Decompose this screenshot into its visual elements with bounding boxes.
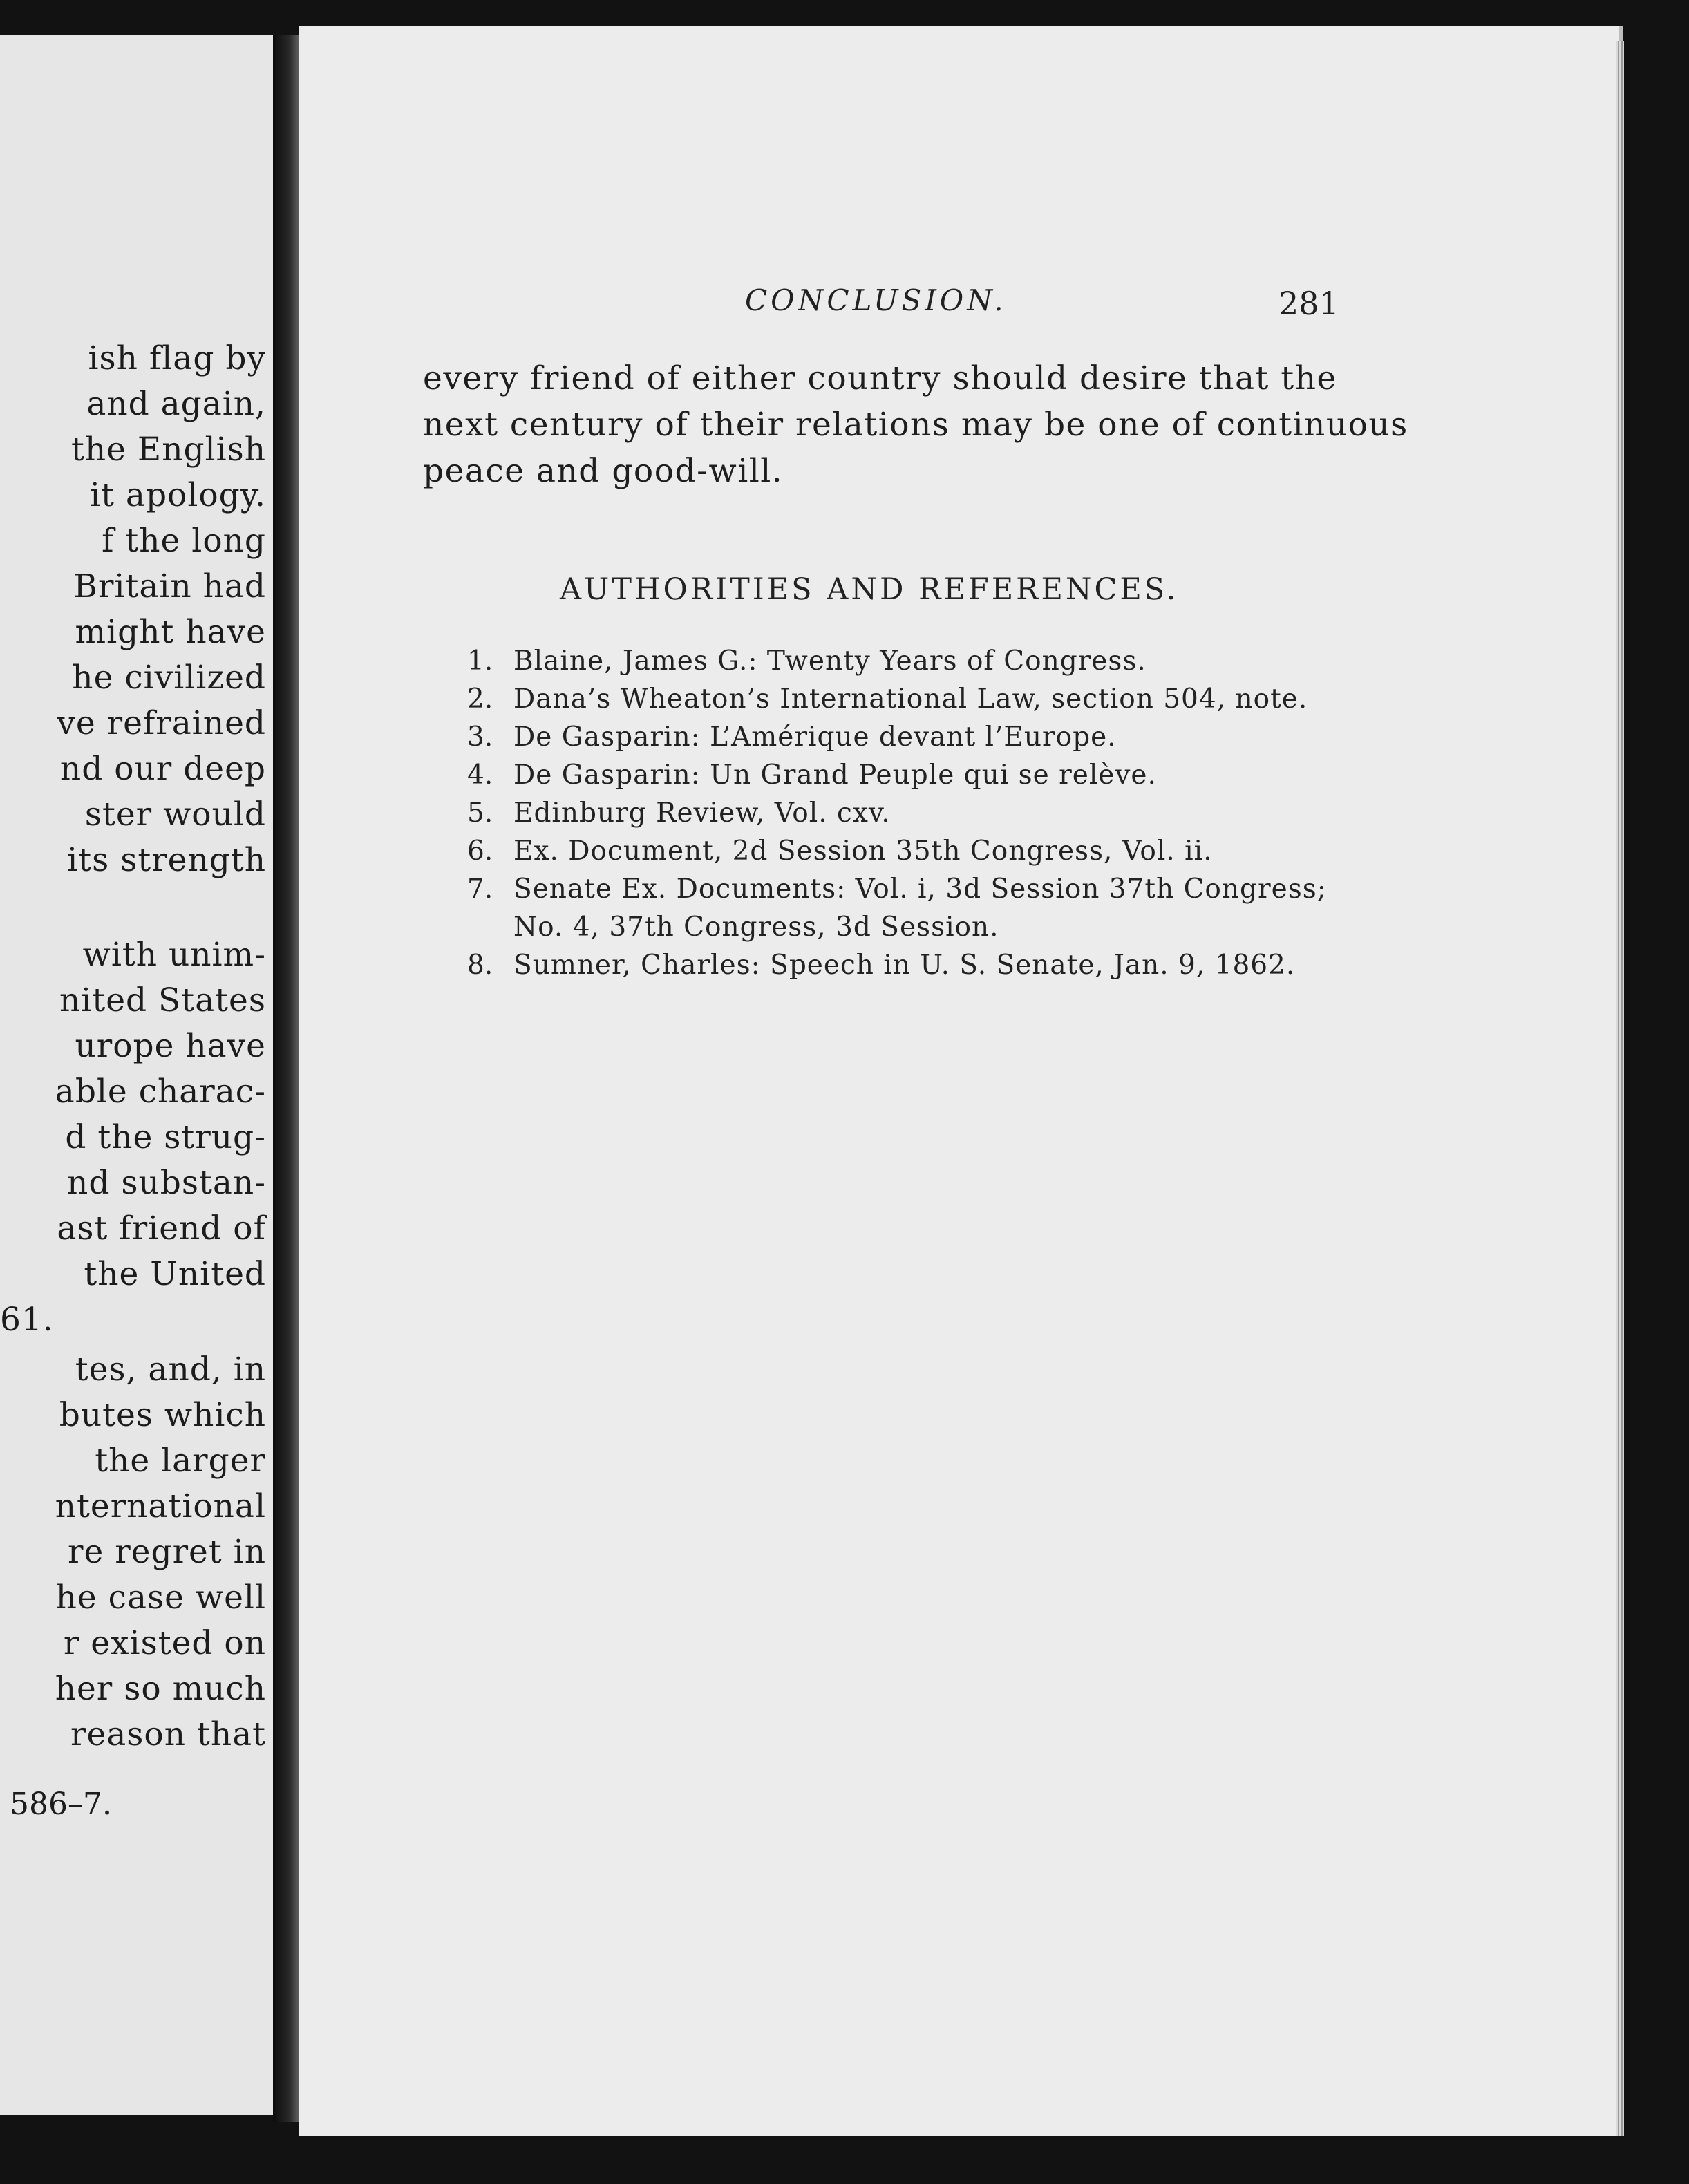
left-page-line: ast friend of	[57, 1209, 266, 1248]
left-page-line: f the long	[102, 522, 266, 560]
left-page-line: ish flag by	[88, 339, 266, 377]
reference-text: Senate Ex. Documents: Vol. i, 3d Session 37th Congress;	[513, 874, 1327, 905]
reference-text: Edinburg Review, Vol. cxv.	[513, 798, 891, 829]
reference-text: De Gasparin: Un Grand Peuple qui se relève.	[513, 760, 1157, 791]
left-page-line: nd our deep	[59, 750, 266, 788]
section-heading: AUTHORITIES AND REFERENCES.	[560, 572, 1179, 607]
left-page-line: might have	[75, 613, 266, 651]
reference-text: Sumner, Charles: Speech in U. S. Senate, Jan. 9, 1862.	[513, 950, 1296, 981]
left-page-line: d the strug-	[65, 1118, 266, 1156]
left-page-footnote: 586–7.	[10, 1787, 112, 1822]
left-page-line: the United	[84, 1255, 266, 1293]
left-page-line: reason that	[70, 1715, 266, 1753]
reference-text: De Gasparin: L’Amérique devant l’Europe.	[513, 722, 1117, 753]
left-page-line: 61.	[0, 1301, 54, 1339]
reference-number: 6.	[467, 836, 493, 867]
body-text-line: peace and good-will.	[423, 452, 784, 490]
left-page-line: r existed on	[63, 1624, 266, 1662]
page-edges	[1616, 41, 1624, 2136]
left-page-line: urope have	[75, 1027, 266, 1065]
left-page-line: it apology.	[90, 476, 266, 514]
left-page-line: her so much	[55, 1670, 266, 1708]
left-page-line: butes which	[59, 1396, 266, 1434]
left-page-line: the English	[70, 431, 266, 469]
left-page-line: re regret in	[67, 1533, 266, 1571]
running-head: CONCLUSION.	[745, 283, 1007, 317]
reference-text: Dana’s Wheaton’s International Law, section 504, note.	[513, 684, 1308, 715]
left-page-line: he case well	[55, 1579, 266, 1617]
reference-number: 1.	[467, 646, 493, 677]
left-page-line: he civilized	[72, 659, 266, 697]
page-number: 281	[1278, 285, 1339, 322]
right-page	[299, 26, 1623, 2136]
left-page-line: nited States	[59, 981, 266, 1019]
reference-text: Ex. Document, 2d Session 35th Congress, Vol. ii.	[513, 836, 1213, 867]
left-page-line: nternational	[55, 1487, 266, 1525]
left-page-line: with unim-	[82, 936, 266, 974]
left-page-line: tes, and, in	[75, 1350, 266, 1388]
left-page-line: able charac-	[55, 1073, 266, 1111]
reference-text: Blaine, James G.: Twenty Years of Congress.	[513, 646, 1147, 677]
reference-continuation: No. 4, 37th Congress, 3d Session.	[513, 912, 999, 943]
reference-number: 3.	[467, 722, 493, 753]
left-page-line: nd substan-	[67, 1164, 266, 1202]
body-text-line: every friend of either country should desire that the	[423, 359, 1337, 397]
left-facing-page	[0, 35, 273, 2115]
left-page-line: ve refrained	[57, 704, 266, 742]
left-page-line: Britain had	[73, 567, 266, 605]
book-gutter	[273, 35, 301, 2122]
reference-number: 2.	[467, 684, 493, 715]
left-page-line: the larger	[95, 1442, 266, 1480]
left-page-line: ster would	[84, 796, 266, 834]
left-page-line: and again,	[86, 385, 266, 423]
reference-number: 5.	[467, 798, 493, 829]
reference-number: 7.	[467, 874, 493, 905]
reference-number: 8.	[467, 950, 493, 981]
left-page-line: its strength	[67, 841, 266, 879]
body-text-line: next century of their relations may be one of continuous	[423, 406, 1408, 444]
reference-number: 4.	[467, 760, 493, 791]
